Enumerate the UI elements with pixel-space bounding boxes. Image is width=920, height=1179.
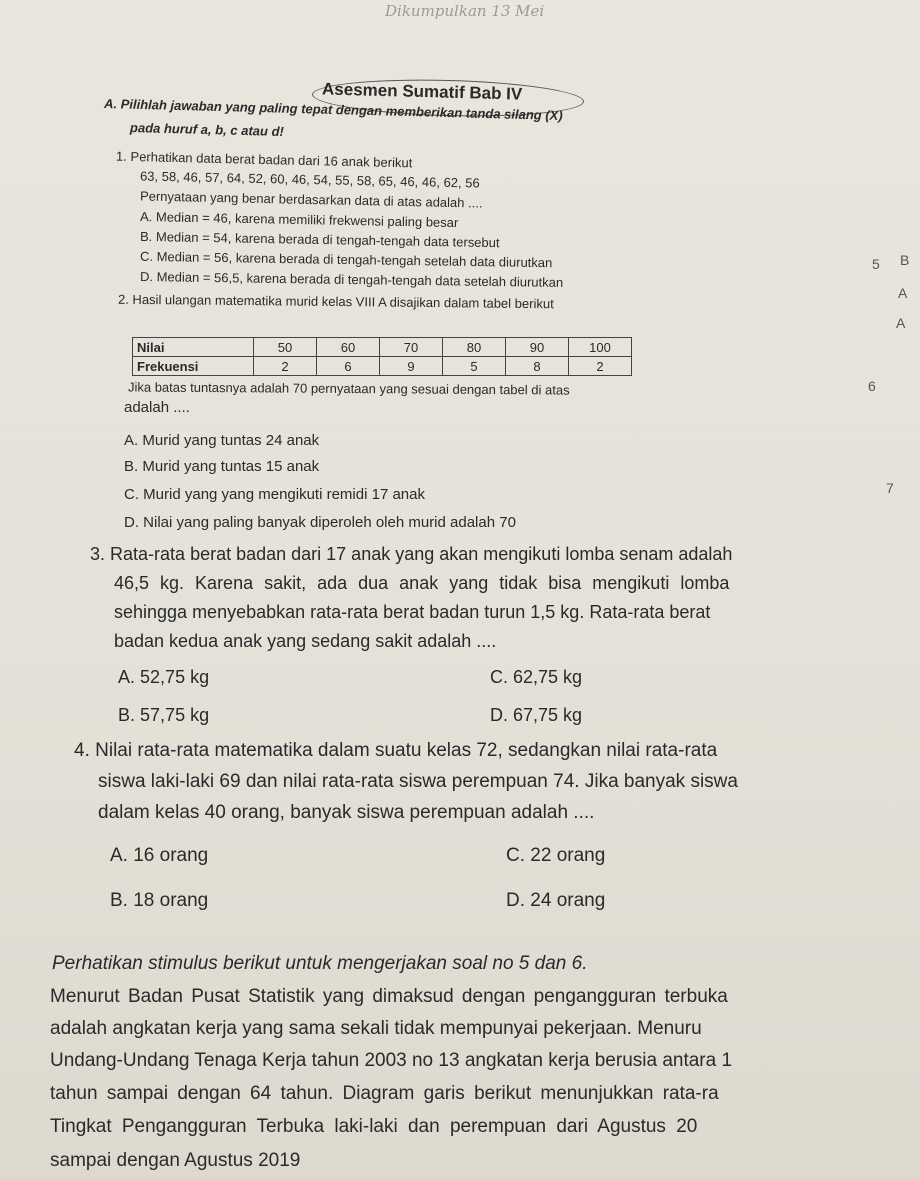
- q2-option-a[interactable]: A. Murid yang tuntas 24 anak: [124, 432, 320, 449]
- margin-mark: A: [898, 285, 908, 301]
- q2-question: Jika batas tuntasnya adalah 70 pernyataan yang sesuai dengan tabel di atas: [127, 379, 570, 398]
- table-row-label: Frekuensi: [133, 357, 254, 376]
- q4-stem-line-2: siswa laki-laki 69 dan nilai rata-rata siswa perempuan 74. Jika banyak siswa: [98, 771, 738, 792]
- q1-option-a[interactable]: A. Median = 46, karena memiliki frekwensi paling besar: [139, 208, 459, 231]
- table-cell: 60: [317, 338, 380, 357]
- margin-mark: 7: [886, 480, 894, 496]
- table-cell: 100: [569, 338, 632, 357]
- table-cell: 70: [380, 338, 443, 357]
- q4-stem-line-3: dalam kelas 40 orang, banyak siswa perempuan adalah ....: [98, 802, 595, 823]
- table-cell: 8: [506, 357, 569, 376]
- q2-stem: 2. Hasil ulangan matematika murid kelas VIII A disajikan dalam tabel berikut: [117, 291, 554, 312]
- stimulus-heading: Perhatikan stimulus berikut untuk mengerjakan soal no 5 dan 6.: [52, 953, 588, 974]
- q1-option-c[interactable]: C. Median = 56, karena berada di tengah-tengah setelah data diurutkan: [139, 248, 553, 271]
- q4-option-c[interactable]: C. 22 orang: [506, 845, 606, 866]
- stimulus-line-6: sampai dengan Agustus 2019: [50, 1150, 301, 1171]
- q3-option-b[interactable]: B. 57,75 kg: [118, 705, 210, 725]
- q4-option-b[interactable]: B. 18 orang: [110, 890, 209, 911]
- stimulus-line-3: Undang-Undang Tenaga Kerja tahun 2003 no 13 angkatan kerja berusia antara 1: [50, 1050, 733, 1071]
- stimulus-line-2: adalah angkatan kerja yang sama sekali tidak mempunyai pekerjaan. Menuru: [50, 1018, 702, 1039]
- q2-option-b[interactable]: B. Murid yang tuntas 15 anak: [124, 458, 320, 475]
- q4-option-d[interactable]: D. 24 orang: [506, 890, 606, 911]
- q3-option-c[interactable]: C. 62,75 kg: [490, 667, 583, 687]
- q3-stem-line-3: sehingga menyebabkan rata-rata berat badan turun 1,5 kg. Rata-rata berat: [114, 602, 711, 622]
- stimulus-line-1: Menurut Badan Pusat Statistik yang dimaksud dengan pengangguran terbuka: [50, 986, 728, 1007]
- stimulus-line-4: tahun sampai dengan 64 tahun. Diagram garis berikut menunjukkan rata-ra: [50, 1083, 719, 1104]
- q1-option-d[interactable]: D. Median = 56,5, karena berada di tengah-tengah data setelah diurutkan: [139, 269, 564, 290]
- handwritten-note: Dikumpulkan 13 Mei: [385, 2, 545, 20]
- q1-option-b[interactable]: B. Median = 54, karena berada di tengah-tengah data tersebut: [139, 228, 500, 251]
- margin-mark: B: [900, 252, 910, 268]
- table-cell: 6: [317, 357, 380, 376]
- stimulus-line-5: Tingkat Pengangguran Terbuka laki-laki dan perempuan dari Agustus 20: [50, 1116, 698, 1137]
- q3-stem-line-2: 46,5 kg. Karena sakit, ada dua anak yang tidak bisa mengikuti lomba: [114, 573, 730, 593]
- q2-option-c[interactable]: C. Murid yang yang mengikuti remidi 17 anak: [124, 486, 425, 503]
- q3-option-a[interactable]: A. 52,75 kg: [118, 667, 210, 687]
- margin-mark: A: [896, 315, 906, 331]
- margin-mark: 5: [872, 256, 880, 272]
- table-cell: 2: [254, 357, 317, 376]
- table-cell: 90: [506, 338, 569, 357]
- q1-stem: 1. Perhatikan data berat badan dari 16 anak berikut: [115, 148, 413, 171]
- q4-option-a[interactable]: A. 16 orang: [110, 845, 209, 866]
- table-row: [133, 357, 632, 376]
- instruction-line-1: A. Pilihlah jawaban yang paling tepat dengan memberikan tanda silang (X): [103, 95, 563, 124]
- q3-option-d[interactable]: D. 67,75 kg: [490, 705, 583, 725]
- table-cell: 9: [380, 357, 443, 376]
- q2-option-d[interactable]: D. Nilai yang paling banyak diperoleh oleh murid adalah 70: [124, 514, 516, 531]
- table-cell: 5: [443, 357, 506, 376]
- q3-stem-line-1: 3. Rata-rata berat badan dari 17 anak yang akan mengikuti lomba senam adalah: [90, 544, 733, 564]
- table-cell: 50: [254, 338, 317, 357]
- table-cell: 80: [443, 338, 506, 357]
- instruction-line-2: pada huruf a, b, c atau d!: [129, 119, 285, 140]
- q2-question-end: adalah ....: [124, 399, 190, 416]
- frequency-table: [132, 337, 632, 376]
- page-title: Asesmen Sumatif Bab IV: [321, 79, 523, 104]
- table-row-label: Nilai: [133, 338, 254, 357]
- q1-data: 63, 58, 46, 57, 64, 52, 60, 46, 54, 55, 58, 65, 46, 46, 62, 56: [139, 168, 480, 191]
- table-cell: 2: [569, 357, 632, 376]
- q1-question: Pernyataan yang benar berdasarkan data di atas adalah ....: [139, 188, 483, 211]
- table-row: [133, 338, 632, 357]
- q3-stem-line-4: badan kedua anak yang sedang sakit adalah ....: [114, 631, 497, 651]
- margin-mark: 6: [868, 378, 876, 394]
- q4-stem-line-1: 4. Nilai rata-rata matematika dalam suatu kelas 72, sedangkan nilai rata-rata: [74, 740, 718, 761]
